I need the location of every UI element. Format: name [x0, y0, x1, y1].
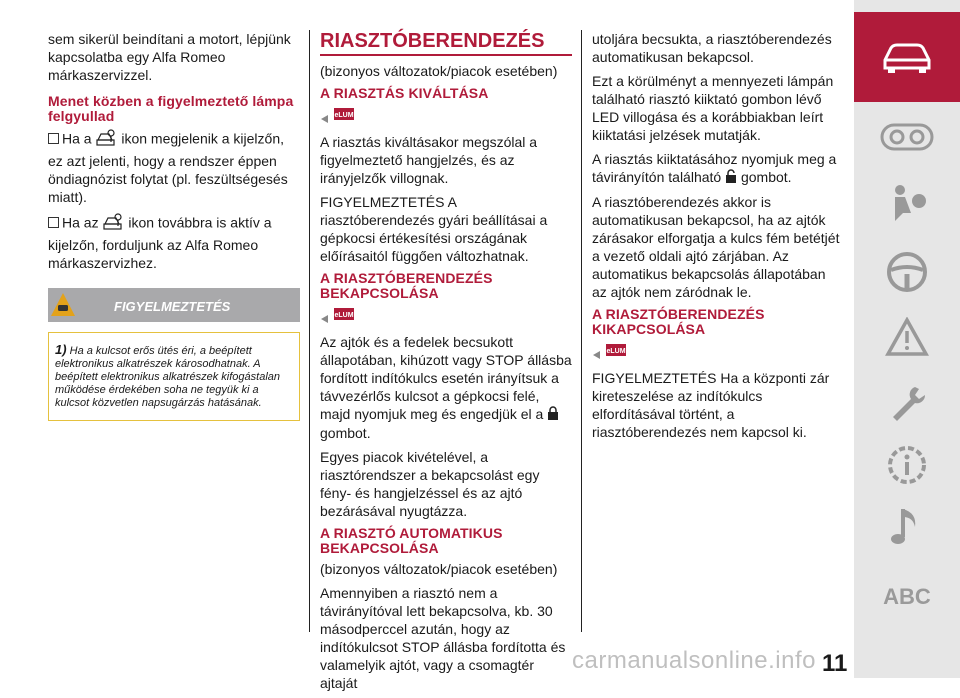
bullet-paragraph: Ha a ikon megjelenik a kijelzőn, ez azt jelenti, hogy a rendszer éppen öndiagnózist folytat (pl. feszültségesés miatt). — [48, 128, 300, 206]
paragraph: FIGYELMEZTETÉS A riasztóberendezés gyári beállításai a gépkocsi értékesítési országának előírásaitól függően változhatnak. — [320, 194, 548, 264]
section-heading: A RIASZTÁS KIVÁLTÁSA — [320, 85, 489, 101]
elum-label: eLUM — [606, 348, 626, 356]
abc-index[interactable]: ABC — [883, 584, 931, 609]
paragraph: A riasztóberendezés akkor is automatikusan bekapcsol, ha az ajtók zárásakor elforgatja a kulcs fém betétjét a vezető oldali ajtó zárjában. Az automatikus bekapcsolás állapotában az ajtók nem záródnak le. — [592, 194, 840, 301]
warning-box — [48, 332, 300, 421]
paragraph: FIGYELMEZTETÉS Ha a központi zár kireteszelése az indítókulcs elfordításával történt, a riasztóberendezés nem kapcsol ki. — [592, 370, 830, 441]
paragraph: Ezt a körülményt a mennyezeti lámpán található riasztó kiiktató gombon lévő LED villogása és a korábbiakban leírt kiiktatási jelzések mutatják. — [592, 73, 834, 143]
section-heading: A RIASZTÓBERENDEZÉS BEKAPCSOLÁSA — [320, 270, 493, 301]
immobilizer-warning-icon — [95, 128, 117, 152]
paragraph: (bizonyos változatok/piacok esetében) — [320, 561, 558, 578]
warning-number: 1) — [55, 342, 67, 357]
paragraph: sem sikerül beindítani a motort, lépjünk kapcsolatba egy Alfa Romeo márkaszervizzel. — [48, 31, 291, 83]
section-heading: A RIASZTÓBERENDEZÉS KIKAPCSOLÁSA — [592, 306, 765, 338]
checkbox-bullet-icon — [48, 217, 59, 228]
warning-title: FIGYELMEZTETÉS — [114, 299, 231, 314]
column-divider — [581, 30, 582, 632]
warning-header-bar — [48, 288, 300, 322]
elum-label: eLUM — [334, 312, 354, 319]
section-heading: Menet közben a figyelmeztető lámpa felgyullad — [48, 93, 294, 124]
car-icon[interactable] — [854, 12, 960, 102]
elum-icon — [320, 307, 356, 329]
warning-car-icon — [50, 292, 76, 318]
watermark: carmanualsonline.info — [572, 647, 816, 674]
paragraph: A riasztás kiiktatásához nyomjuk meg a távirányítón található gombot. — [592, 150, 842, 187]
warning-text: Ha a kulcsot erős ütés éri, a beépített elektronikus alkatrészek károsodhatnak. A beépített elektronikus alkatrészek kifogástalan működése érdekében soha ne tegyük ki a kulcsot közvetlen napsugárzás hatásának. — [55, 345, 281, 409]
page-title: RIASZTÓBERENDEZÉS — [320, 32, 572, 56]
paragraph: Egyes piacok kivételével, a riasztórendszer a bekapcsolást egy fény- és hangjelzéssel és az ajtó bezárásával nyugtázza. — [320, 449, 540, 520]
paragraph: utoljára becsukta, a riasztóberendezés automatikusan bekapcsol. — [592, 31, 832, 65]
section-heading: A RIASZTÓ AUTOMATIKUS BEKAPCSOLÁSA — [320, 525, 503, 557]
column-divider — [309, 30, 310, 632]
column-2 — [320, 30, 572, 698]
paragraph: Amennyiben a riasztó nem a távirányítóval lett bekapcsolva, kb. 30 másodperccel azután, hogy az indítókulcsot STOP állásba fordította és valamelyik ajtót, vagy a csomagtér ajtaját — [320, 585, 566, 692]
chapter-sidebar — [854, 0, 960, 678]
column-1 — [48, 30, 300, 421]
paragraph: A riasztás kiváltásakor megszólal a figyelmeztető hangjelzés, és az irányjelzők villognak. — [320, 134, 538, 186]
subtitle: (bizonyos változatok/piacok esetében) — [320, 63, 558, 79]
elum-icon — [592, 343, 628, 365]
bullet-paragraph: Ha az ikon továbbra is aktív a kijelzőn, forduljunk az Alfa Romeo márkaszervizhez. — [48, 212, 300, 272]
column-3 — [592, 30, 842, 447]
page-number: 11 — [822, 650, 848, 677]
elum-label: eLUM — [334, 112, 354, 119]
elum-icon — [320, 107, 356, 129]
unlock-icon — [725, 169, 737, 187]
lock-icon — [547, 406, 559, 424]
paragraph: Az ajtók és a fedelek becsukott állapotában, kihúzott vagy STOP állásba fordított indítókulcs esetén irányítsuk a távvezérlős kulcsot a gépkocsi felé, majd nyomjuk meg és engedjük el a gombot. — [320, 334, 572, 442]
immobilizer-warning-icon — [102, 212, 124, 236]
checkbox-bullet-icon — [48, 133, 59, 144]
